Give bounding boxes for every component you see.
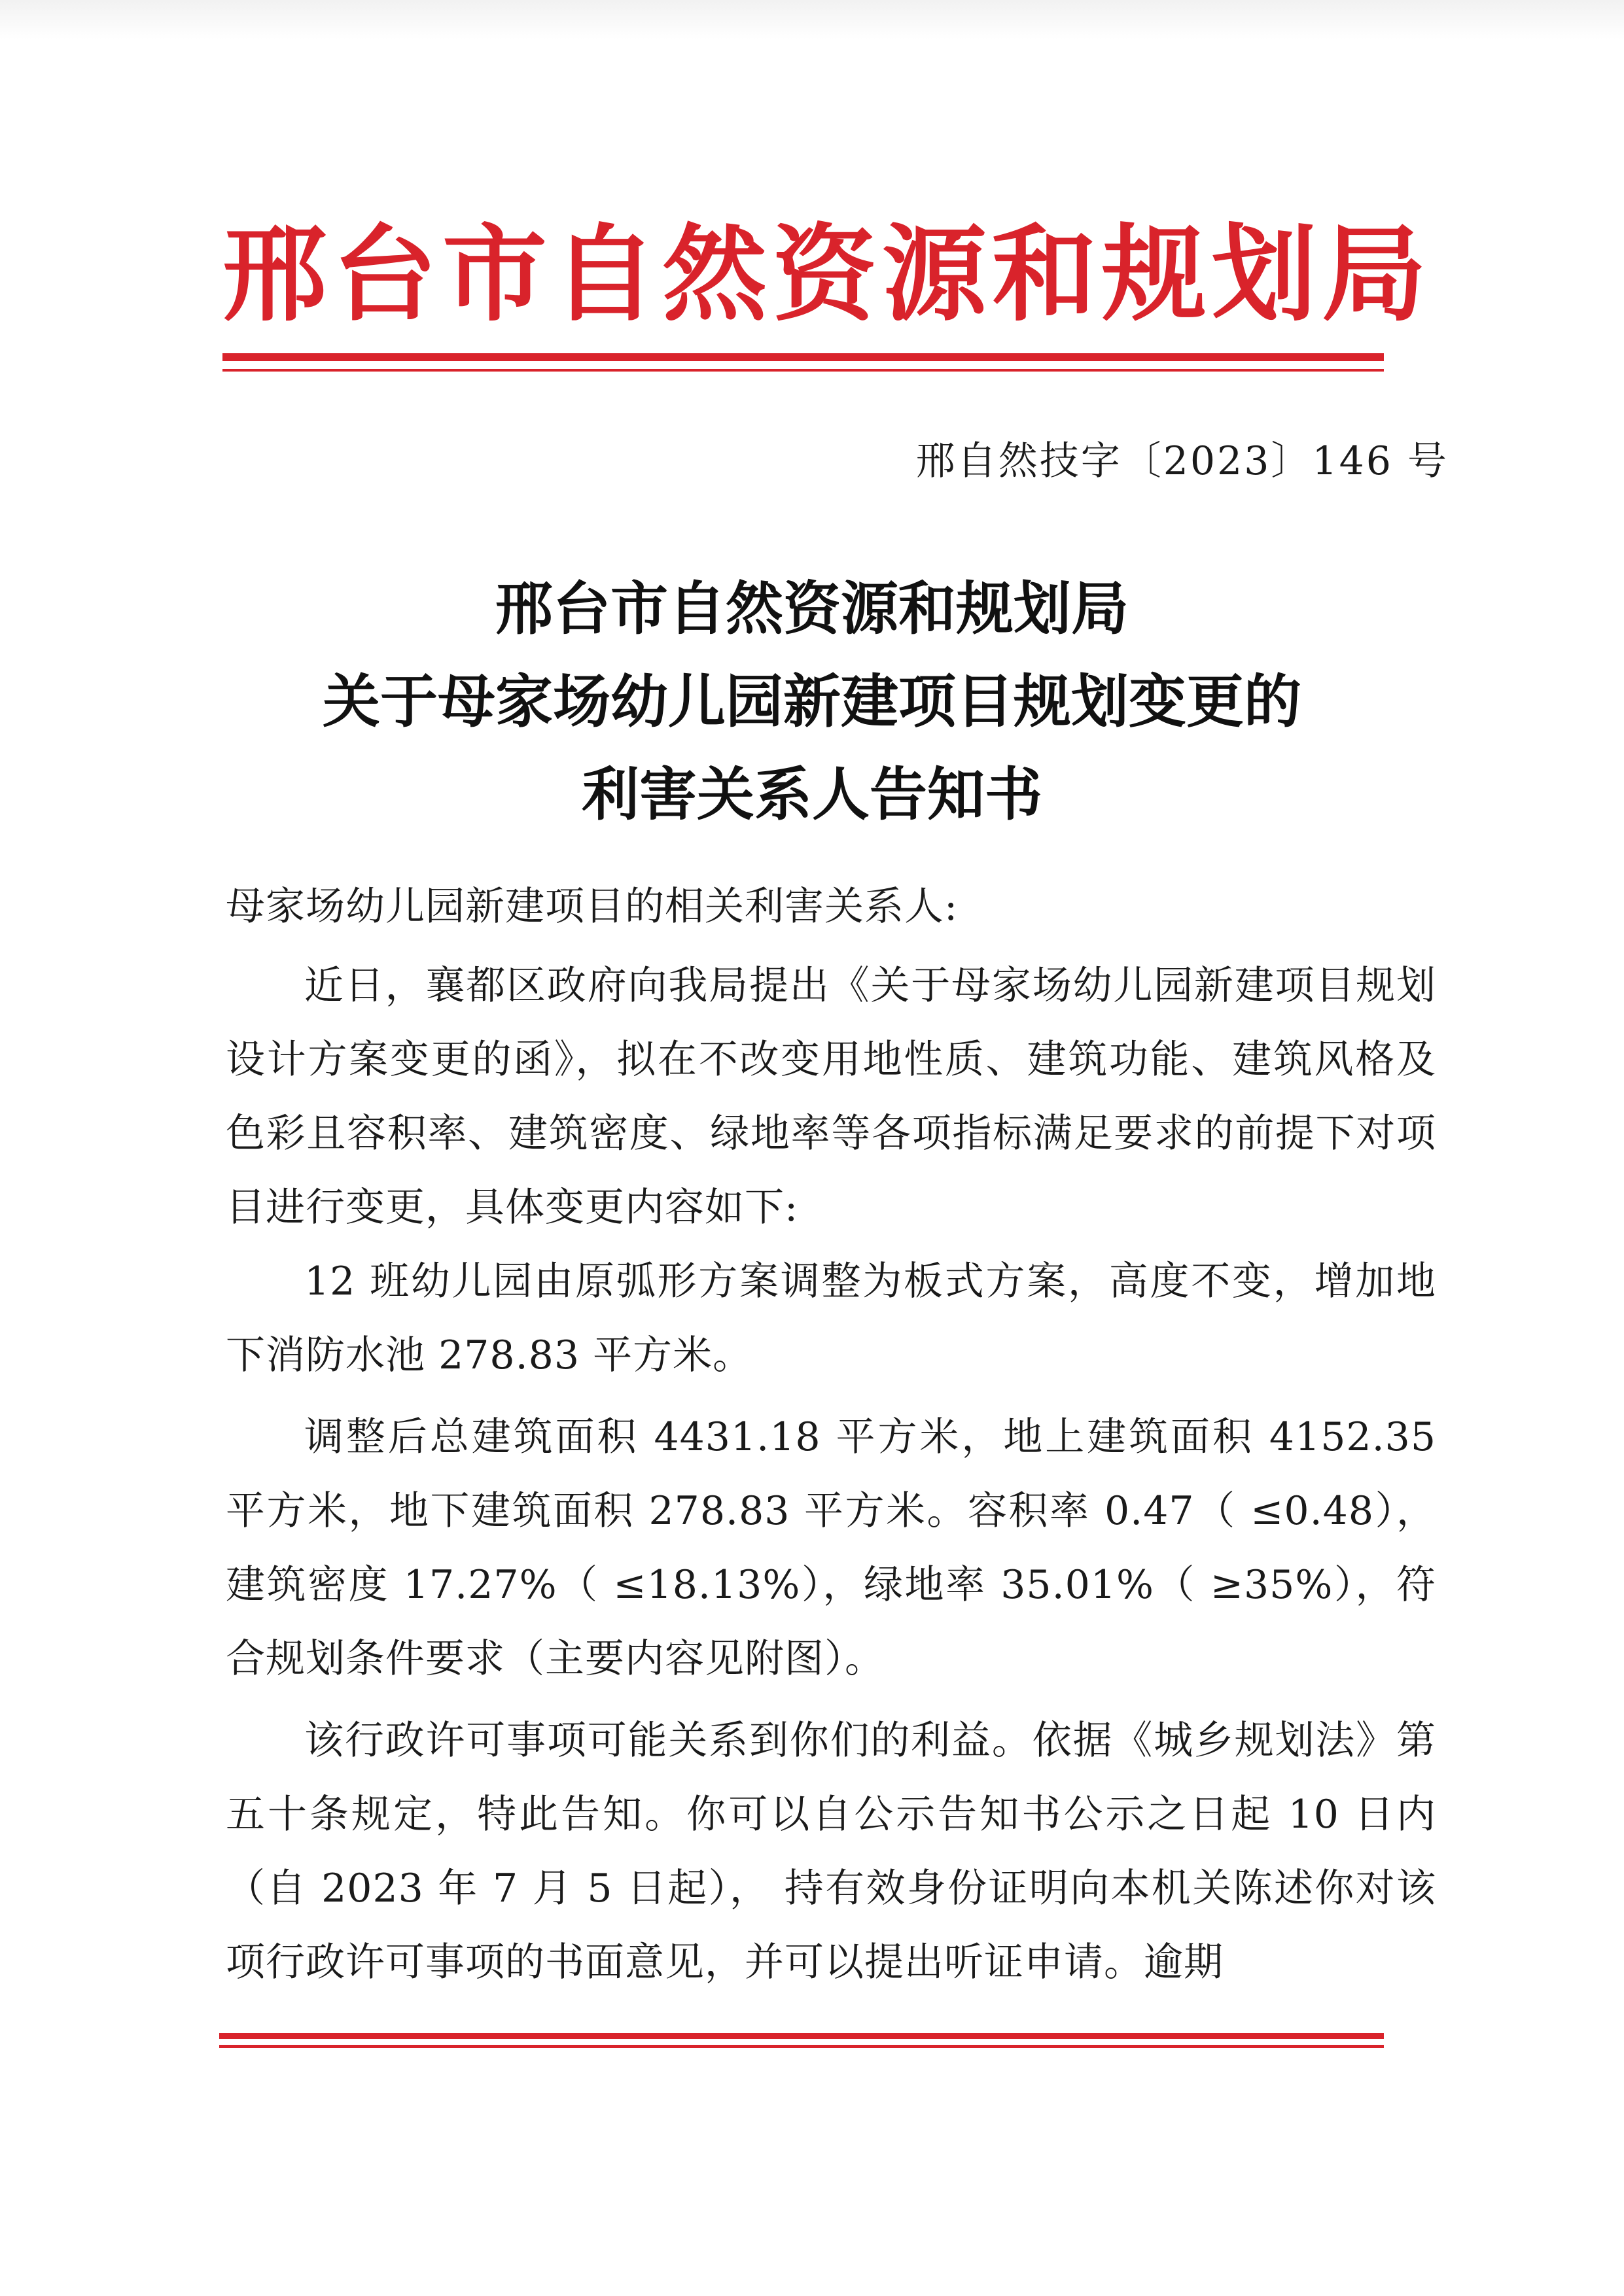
footer-rule-thick	[219, 2033, 1384, 2039]
paragraph-change: 12 班幼儿园由原弧形方案调整为板式方案，高度不变，增加地下消防水池 278.83 平方米。	[226, 1259, 1436, 1378]
paragraph-notice: 该行政许可事项可能关系到你们的利益。依据《城乡规划法》第五十条规定，特此告知。你可以自公示告知书公示之日起 10 日内（自 2023 年 7 月 5 日起）， 持有效身份证明向本机关陈述你对该项行政许可事项的书面意见，并可以提出听证申请。逾期	[226, 1718, 1436, 1985]
footer-rule-thin	[219, 2045, 1384, 2048]
document-title	[223, 563, 1401, 841]
salutation: 母家场幼儿园新建项目的相关利害关系人:	[226, 884, 959, 930]
paragraph-indicators: 调整后总建筑面积 4431.18 平方米，地上建筑面积 4152.35 平方米，地下建筑面积 278.83 平方米。容积率 0.47（ ≤0.48），建筑密度 17.27%（ ≤18.13%），绿地率 35.01%（ ≥35%），符合规划条件要求（主要内容见附图）。	[226, 1414, 1436, 1682]
title-line-2: 关于母家场幼儿园新建项目规划变更的	[322, 668, 1301, 735]
letterhead-rule-thick	[222, 353, 1384, 361]
scan-edge-shadow	[0, 0, 1624, 39]
paragraph-request: 近日，襄都区政府向我局提出《关于母家场幼儿园新建项目规划设计方案变更的函》，拟在不改变用地性质、建筑功能、建筑风格及色彩且容积率、建筑密度、绿地率等各项指标满足要求的前提下对项目进行变更，具体变更内容如下:	[226, 963, 1436, 1230]
letterhead-rule-thin	[222, 369, 1384, 372]
title-line-1: 邢台市自然资源和规划局	[495, 575, 1129, 642]
document-body	[226, 870, 1436, 2000]
title-line-3: 利害关系人告知书	[581, 761, 1042, 828]
agency-letterhead: 邢台市自然资源和规划局	[222, 213, 1432, 336]
document-number: 邢自然技字〔2023〕146 号	[915, 438, 1449, 484]
